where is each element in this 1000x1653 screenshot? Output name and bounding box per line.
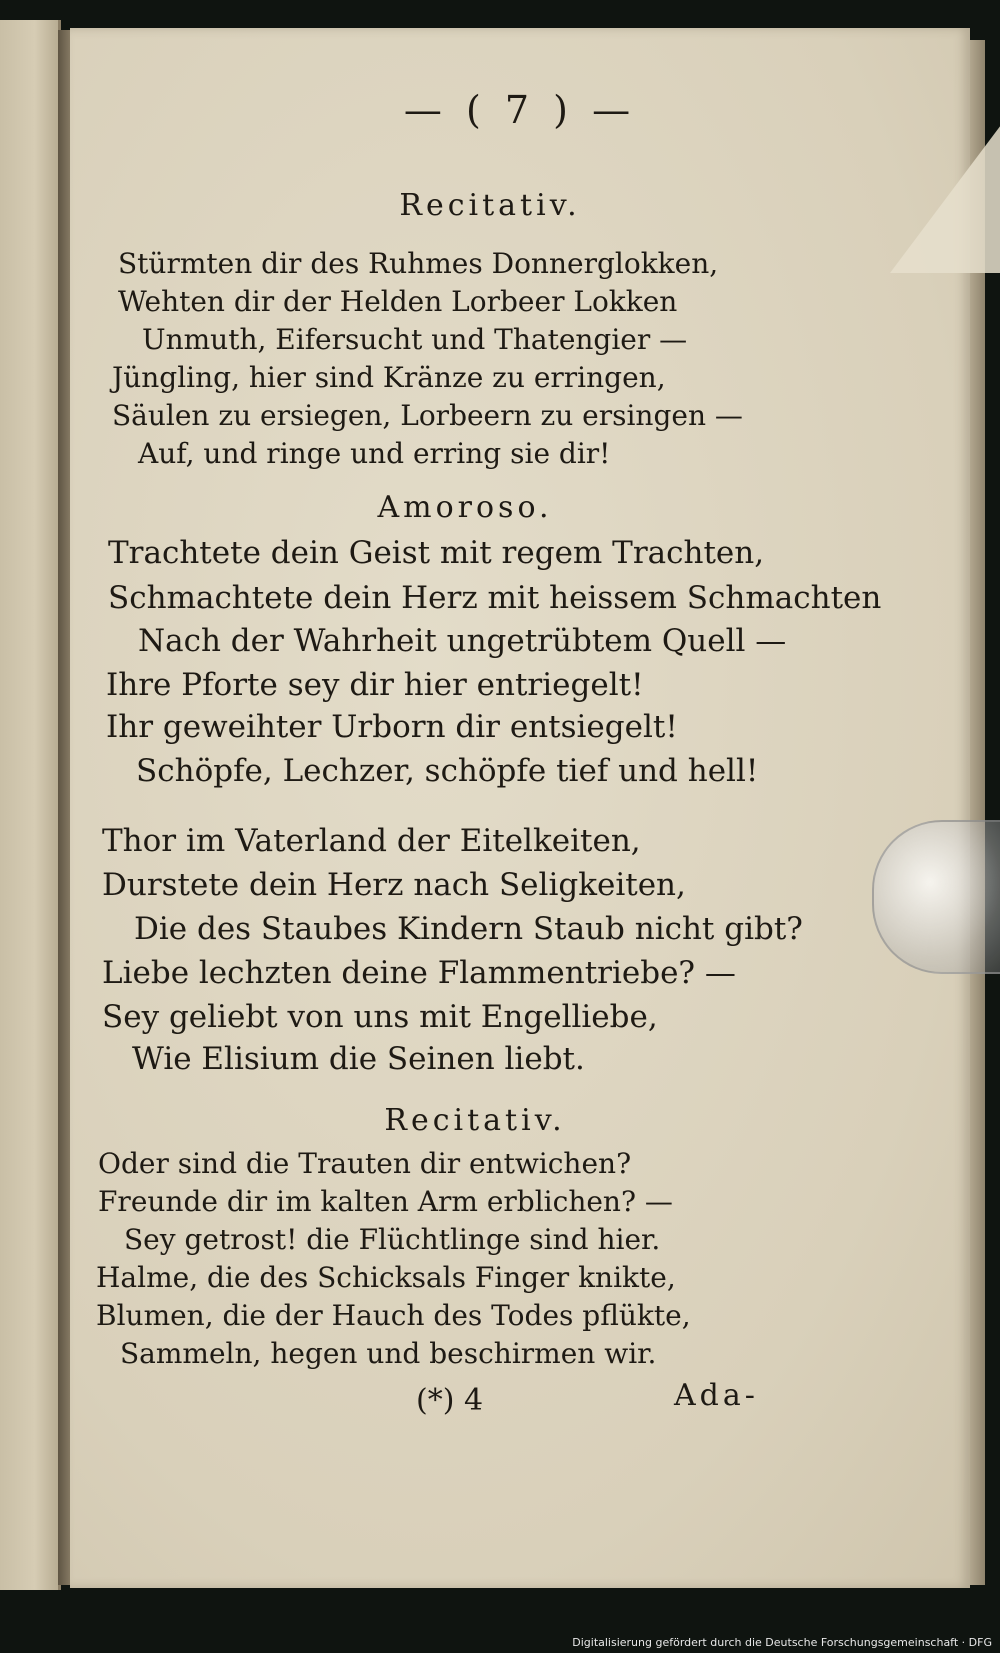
- section-heading-recitativ: Recitativ.: [399, 188, 581, 223]
- verse-line: Liebe lechzten deine Flammentriebe? —: [102, 955, 736, 991]
- verse-line: Ihre Pforte sey dir hier entriegelt!: [106, 667, 644, 703]
- facing-page-edge: [0, 20, 61, 1590]
- verse-line: Blumen, die der Hauch des Todes pflükte,: [96, 1299, 691, 1332]
- verse-line: Wie Elisium die Seinen liebt.: [132, 1041, 585, 1077]
- verse-line: Freunde dir im kalten Arm erblichen? —: [98, 1185, 673, 1218]
- folded-corner: [890, 73, 1000, 273]
- verse-line: Die des Staubes Kindern Staub nicht gibt?: [134, 911, 803, 947]
- section-heading-recitativ: Recitativ.: [384, 1103, 566, 1138]
- verse-line: Sey geliebt von uns mit Engelliebe,: [102, 999, 658, 1035]
- catchword: Ada-: [674, 1378, 759, 1413]
- verse-line: Unmuth, Eifersucht und Thatengier —: [142, 323, 688, 356]
- verse-line: Schmachtete dein Herz mit heissem Schmachten: [108, 580, 882, 616]
- verse-line: Wehten dir der Helden Lorbeer Lokken: [118, 285, 678, 318]
- page-number-header: — ( 7 ) —: [403, 88, 637, 132]
- section-heading-amoroso: Amoroso.: [377, 490, 553, 525]
- verse-line: Jüngling, hier sind Kränze zu erringen,: [112, 361, 666, 394]
- verse-line: Durstete dein Herz nach Seligkeiten,: [102, 867, 686, 903]
- verse-line: Nach der Wahrheit ungetrübtem Quell —: [138, 623, 787, 659]
- verse-line: Thor im Vaterland der Eitelkeiten,: [102, 823, 641, 859]
- verse-line: Säulen zu ersiegen, Lorbeern zu ersingen —: [112, 399, 743, 432]
- verse-line: Schöpfe, Lechzer, schöpfe tief und hell!: [136, 753, 759, 789]
- verse-line: Ihr geweihter Urborn dir entsiegelt!: [106, 709, 678, 745]
- page-holder-clip: [872, 820, 1000, 974]
- verse-line: Sammeln, hegen und beschirmen wir.: [120, 1337, 657, 1370]
- verse-line: Oder sind die Trauten dir entwichen?: [98, 1147, 632, 1180]
- digitization-credit: Digitalisierung gefördert durch die Deutsche Forschungsgemeinschaft · DFG: [568, 1636, 996, 1649]
- verse-line: Auf, und ringe und erring sie dir!: [138, 437, 611, 470]
- verse-line: Trachtete dein Geist mit regem Trachten,: [108, 535, 765, 571]
- verse-line: Halme, die des Schicksals Finger knikte,: [96, 1261, 676, 1294]
- signature-mark: (*) 4: [416, 1383, 484, 1418]
- verse-line: Sey getrost! die Flüchtlinge sind hier.: [124, 1223, 661, 1256]
- book-page: [70, 28, 970, 1588]
- verse-line: Stürmten dir des Ruhmes Donnerglokken,: [118, 247, 719, 280]
